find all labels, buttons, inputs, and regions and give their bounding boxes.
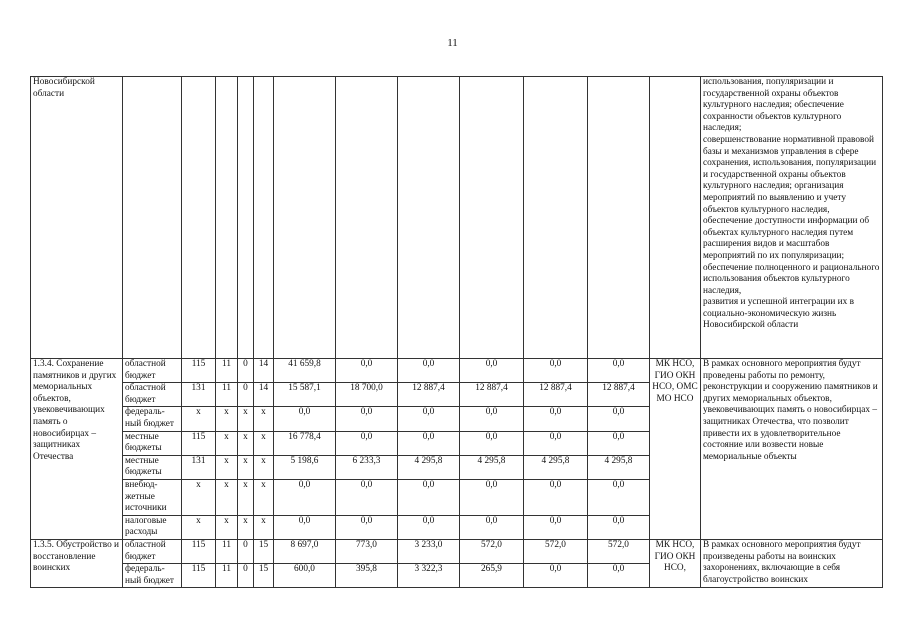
cell-v6: 0,0 bbox=[588, 359, 650, 383]
cell-v4: 0,0 bbox=[460, 407, 524, 431]
cell-v5: 12 887,4 bbox=[524, 383, 588, 407]
cell-pr: x bbox=[238, 479, 254, 515]
cell-v3: 0,0 bbox=[398, 407, 460, 431]
cell-v4: 4 295,8 bbox=[460, 455, 524, 479]
cell-v4: 12 887,4 bbox=[460, 383, 524, 407]
cell-v2: 0,0 bbox=[336, 407, 398, 431]
cell-rz: x bbox=[216, 455, 238, 479]
cell-v6: 0,0 bbox=[588, 407, 650, 431]
cell-v1: 41 659,8 bbox=[274, 359, 336, 383]
cell-cs: x bbox=[254, 407, 274, 431]
cell-v6: 0,0 bbox=[588, 515, 650, 539]
cell-v1: 16 778,4 bbox=[274, 431, 336, 455]
cell-v4: 0,0 bbox=[460, 431, 524, 455]
cell-v2: 18 700,0 bbox=[336, 383, 398, 407]
measure-name: 1.3.4. Сохранение памятников и других мемориальных объектов, увековечивающих память о новосибирцах – защитниках Отечества bbox=[31, 359, 123, 540]
cell-v5: 0,0 bbox=[524, 515, 588, 539]
cell-v6: 572,0 bbox=[588, 539, 650, 563]
cell-cs: x bbox=[254, 431, 274, 455]
cell-v5: 4 295,8 bbox=[524, 455, 588, 479]
program-table bbox=[30, 76, 883, 588]
cell-cs: x bbox=[254, 479, 274, 515]
cell-v3: 0,0 bbox=[398, 431, 460, 455]
funding-source: областной бюджет bbox=[123, 539, 182, 563]
cell-rz: 11 bbox=[216, 564, 238, 588]
cell-cs: x bbox=[254, 455, 274, 479]
cell-v1: 8 697,0 bbox=[274, 539, 336, 563]
cell-v3: 4 295,8 bbox=[398, 455, 460, 479]
cell-grbs: 131 bbox=[182, 455, 216, 479]
cell-grbs: x bbox=[182, 407, 216, 431]
cell-v6: 4 295,8 bbox=[588, 455, 650, 479]
funding-source: внебюд-жетные источники bbox=[123, 479, 182, 515]
continuation-description: использования, популяризации и государственной охраны объектов культурного наследия; обеспечение сохранности объектов культурного наследия; совершенствование нормативной правовой базы и механизмов управления в сфере сохранения, использования, популяризации и государственной охраны объектов культурного наследия; организация мероприятий по выявлению и учету объектов культурного наследия, обеспечение доступности информации об объектах культурного наследия путем расширения видов и масштабов мероприятий по их популяризации; обеспечение полноценного и рационального использования объектов культурного наследия, развития и успешной интеграции их в социально-экономическую жизнь Новосибирской области bbox=[701, 77, 883, 359]
cell-v6: 0,0 bbox=[588, 431, 650, 455]
expected-result: В рамках основного мероприятия будут проведены работы по ремонту, реконструкции и сооружению памятников и других мемориальных объектов, увековечивающих память о новосибирцах – защитниках Отечества, что позволит привести их в удовлетворительное состояние или возвести новые мемориальные объекты bbox=[701, 359, 883, 540]
cell-v2: 0,0 bbox=[336, 431, 398, 455]
cell-cs: 14 bbox=[254, 383, 274, 407]
cell-pr: x bbox=[238, 407, 254, 431]
cell-v1: 600,0 bbox=[274, 564, 336, 588]
cell-cs: x bbox=[254, 515, 274, 539]
cell-rz: 11 bbox=[216, 383, 238, 407]
cell-v6: 0,0 bbox=[588, 564, 650, 588]
cell-rz: 11 bbox=[216, 359, 238, 383]
cell-grbs: x bbox=[182, 479, 216, 515]
cell-v3: 0,0 bbox=[398, 479, 460, 515]
funding-source: местные бюджеты bbox=[123, 455, 182, 479]
cell-pr: 0 bbox=[238, 383, 254, 407]
table-row bbox=[31, 359, 883, 383]
cell-rz: x bbox=[216, 431, 238, 455]
page-number: 11 bbox=[447, 37, 458, 49]
cell-v2: 0,0 bbox=[336, 359, 398, 383]
cell-v4: 572,0 bbox=[460, 539, 524, 563]
cell-v1: 5 198,6 bbox=[274, 455, 336, 479]
cell-grbs: 131 bbox=[182, 383, 216, 407]
cell-pr: 0 bbox=[238, 359, 254, 383]
cell-pr: x bbox=[238, 515, 254, 539]
continuation-row bbox=[31, 77, 883, 359]
cell-rz: x bbox=[216, 407, 238, 431]
cell-v3: 0,0 bbox=[398, 515, 460, 539]
cell-v3: 3 233,0 bbox=[398, 539, 460, 563]
cell-v1: 0,0 bbox=[274, 407, 336, 431]
cell-pr: x bbox=[238, 431, 254, 455]
cell-v5: 0,0 bbox=[524, 479, 588, 515]
measure-name: 1.3.5. Обустройство и восстановление воинских bbox=[31, 539, 123, 587]
cell-cs: 15 bbox=[254, 564, 274, 588]
cell-v6: 0,0 bbox=[588, 479, 650, 515]
cell-rz: x bbox=[216, 515, 238, 539]
expected-result: В рамках основного мероприятия будут произведены работы на воинских захоронениях, включающие в себя благоустройство воинских bbox=[701, 539, 883, 587]
cell-v3: 12 887,4 bbox=[398, 383, 460, 407]
funding-source: областной бюджет bbox=[123, 359, 182, 383]
funding-source: местные бюджеты bbox=[123, 431, 182, 455]
cell-grbs: 115 bbox=[182, 539, 216, 563]
cell-cs: 15 bbox=[254, 539, 274, 563]
funding-source: областной бюджет bbox=[123, 383, 182, 407]
cell-pr: 0 bbox=[238, 564, 254, 588]
cell-v5: 0,0 bbox=[524, 407, 588, 431]
cell-v5: 0,0 bbox=[524, 431, 588, 455]
cell-v5: 0,0 bbox=[524, 359, 588, 383]
cell-v2: 0,0 bbox=[336, 515, 398, 539]
cell-grbs: 115 bbox=[182, 564, 216, 588]
cell-v2: 773,0 bbox=[336, 539, 398, 563]
cell-v5: 572,0 bbox=[524, 539, 588, 563]
cell-v2: 0,0 bbox=[336, 479, 398, 515]
funding-source: налоговые расходы bbox=[123, 515, 182, 539]
cell-v2: 395,8 bbox=[336, 564, 398, 588]
cell-v4: 0,0 bbox=[460, 515, 524, 539]
executor: МК НСО, ГИО ОКН НСО, bbox=[650, 539, 701, 587]
cell-v1: 0,0 bbox=[274, 479, 336, 515]
cell-v6: 12 887,4 bbox=[588, 383, 650, 407]
cell-v4: 265,9 bbox=[460, 564, 524, 588]
cell-v3: 0,0 bbox=[398, 359, 460, 383]
cell-grbs: x bbox=[182, 515, 216, 539]
executor: МК НСО, ГИО ОКН НСО, ОМС МО НСО bbox=[650, 359, 701, 540]
funding-source: федераль-ный бюджет bbox=[123, 564, 182, 588]
funding-source: федераль-ный бюджет bbox=[123, 407, 182, 431]
cell-rz: 11 bbox=[216, 539, 238, 563]
cell-cs: 14 bbox=[254, 359, 274, 383]
cell-v4: 0,0 bbox=[460, 359, 524, 383]
cell-v3: 3 322,3 bbox=[398, 564, 460, 588]
cell-grbs: 115 bbox=[182, 359, 216, 383]
continuation-name: Новосибирской области bbox=[31, 77, 123, 359]
cell-v1: 0,0 bbox=[274, 515, 336, 539]
cell-grbs: 115 bbox=[182, 431, 216, 455]
cell-v4: 0,0 bbox=[460, 479, 524, 515]
cell-v2: 6 233,3 bbox=[336, 455, 398, 479]
cell-v5: 0,0 bbox=[524, 564, 588, 588]
cell-rz: x bbox=[216, 479, 238, 515]
cell-pr: x bbox=[238, 455, 254, 479]
cell-v1: 15 587,1 bbox=[274, 383, 336, 407]
cell-pr: 0 bbox=[238, 539, 254, 563]
table-row bbox=[31, 539, 883, 563]
